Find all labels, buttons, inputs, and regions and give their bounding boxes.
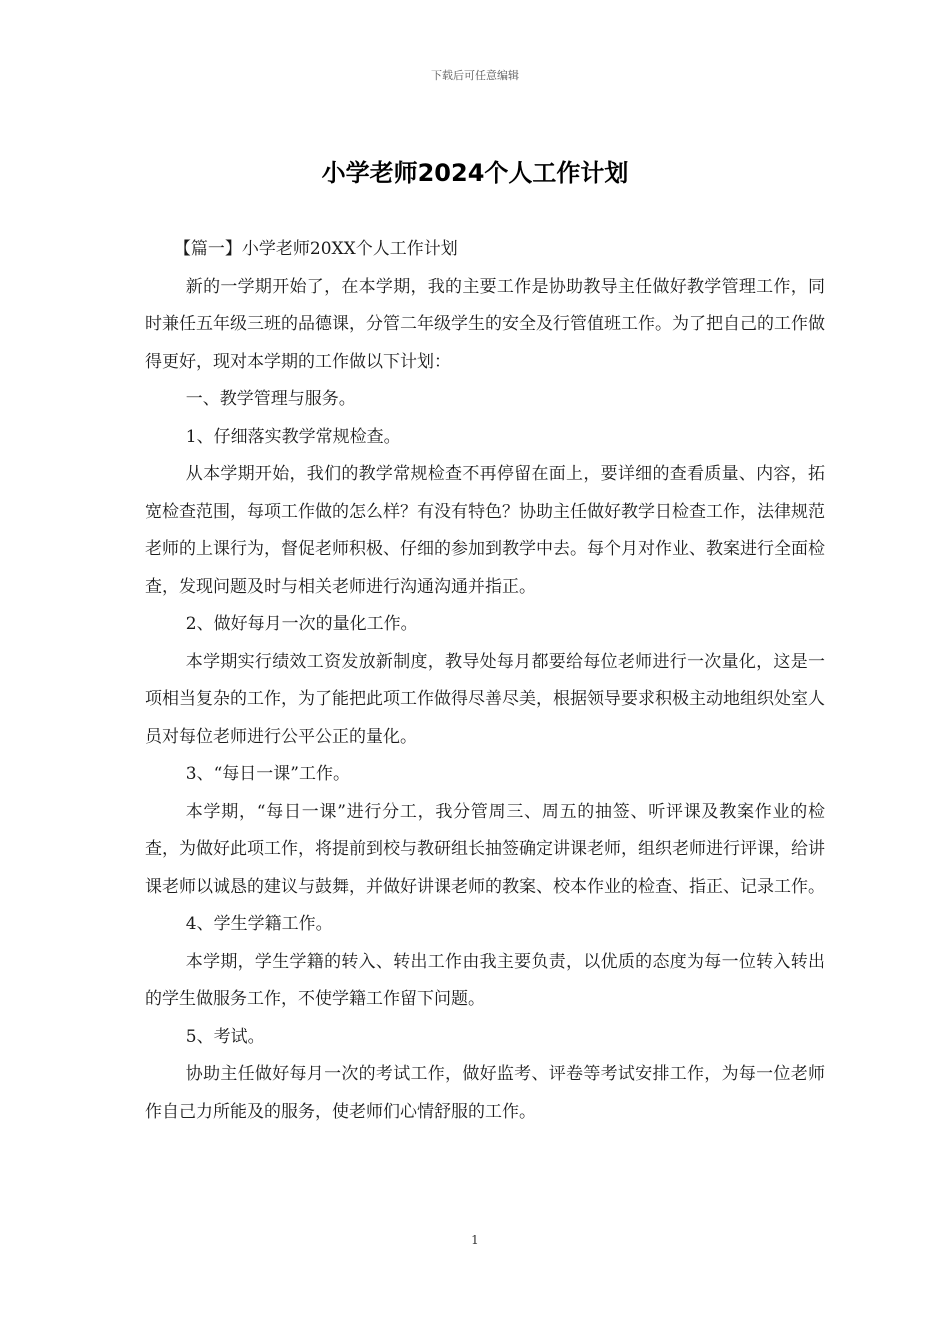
- paragraph: 5、考试。: [185, 1026, 265, 1047]
- paragraph: 本学期，“每日一课”进行分工，我分管周三、周五的抽签、听评课及教案作业的检查，为做好此项工作，将提前到校与教研组长抽签确定讲课老师，组织老师进行评课，给讲课老师以诚恳的建议与鼓舞，并做好讲课老师的教案、校本作业的检查、指正、记录工作。: [145, 801, 825, 897]
- page-number: 1: [471, 1233, 479, 1247]
- paragraph: 本学期实行绩效工资发放新制度，教导处每月都要给每位老师进行一次量化，这是一项相当复杂的工作，为了能把此项工作做得尽善尽美，根据领导要求积极主动地组织处室人员对每位老师进行公平公正的量化。: [145, 651, 825, 747]
- section-heading: 【篇一】小学老师20XX个人工作计划: [173, 239, 458, 259]
- document-title: 小学老师2024个人工作计划: [321, 159, 629, 187]
- document-body: [145, 231, 825, 1131]
- paragraph: 1、仔细落实教学常规检查。: [185, 426, 401, 447]
- paragraph: 一、教学管理与服务。: [185, 389, 356, 409]
- header-note: 下载后可任意编辑: [431, 69, 519, 82]
- paragraph: 本学期，学生学籍的转入、转出工作由我主要负责，以优质的态度为每一位转入转出的学生做服务工作，不使学籍工作留下问题。: [145, 951, 825, 1009]
- paragraph: 4、学生学籍工作。: [185, 914, 333, 934]
- paragraph: 协助主任做好每月一次的考试工作，做好监考、评卷等考试安排工作，为每一位老师作自己力所能及的服务，使老师们心情舒服的工作。: [145, 1064, 825, 1122]
- paragraph: 3、“每日一课”工作。: [185, 764, 350, 784]
- paragraph: 2、做好每月一次的量化工作。: [185, 614, 418, 634]
- paragraph: 从本学期开始，我们的教学常规检查不再停留在面上，要详细的查看质量、内容，拓宽检查范围，每项工作做的怎么样？有没有特色？协助主任做好教学日检查工作，法律规范老师的上课行为，督促老师积极、仔细的参加到教学中去。每个月对作业、教案进行全面检查，发现问题及时与相关老师进行沟通沟通并指正。: [145, 464, 825, 597]
- paragraph: 新的一学期开始了，在本学期，我的主要工作是协助教导主任做好教学管理工作，同时兼任五年级三班的品德课，分管二年级学生的安全及行管值班工作。为了把自己的工作做得更好，现对本学期的工作做以下计划：: [145, 276, 825, 372]
